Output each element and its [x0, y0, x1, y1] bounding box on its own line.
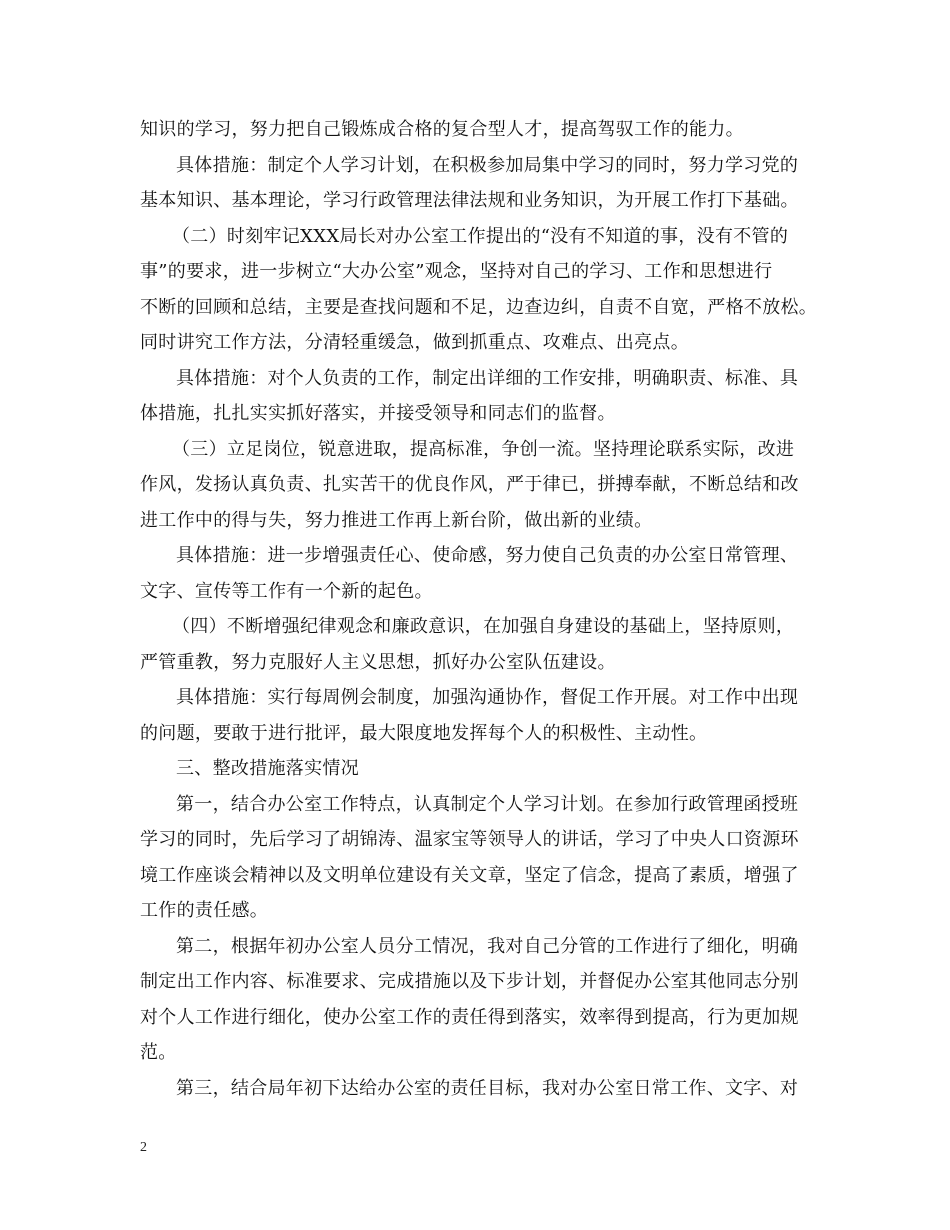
text-line: （三）立足岗位，锐意进取，提高标准，争创一流。坚持理论联系实际，改进	[172, 438, 795, 460]
text-line: 具体措施：进一步增强责任心、使命感，努力使自己负责的办公室日常管理、	[176, 545, 799, 566]
text-line: 学习的同时，先后学习了胡锦涛、温家宝等领导人的讲话，学习了中央人口资源环	[140, 829, 799, 850]
text-line: 事”的要求，进一步树立“大办公室”观念，坚持对自己的学习、工作和思想进行	[140, 261, 773, 282]
text-line: 作风，发扬认真负责、扎实苦干的优良作风，严于律已，拼搏奉献，不断总结和改	[140, 474, 799, 495]
text-line: 第三，结合局年初下达给办公室的责任目标，我对办公室日常工作、文字、对	[176, 1077, 799, 1099]
text-line: 的问题，要敢于进行批评，最大限度地发挥每个人的积极性、主动性。	[140, 722, 708, 744]
text-line: （二）时刻牢记XXX局长对办公室工作提出的“没有不知道的事，没有不管的	[172, 225, 789, 247]
text-line: 体措施，扎扎实实抓好落实，并接受领导和同志们的监督。	[140, 403, 616, 424]
text-line: （四）不断增强纪律观念和廉政意识，在加强自身建设的基础上，坚持原则，	[172, 616, 795, 637]
page-number: 2	[140, 1140, 147, 1155]
text-line: 第二，根据年初办公室人员分工情况，我对自己分管的工作进行了细化，明确	[176, 935, 799, 957]
text-line: 同时讲究工作方法，分清轻重缓急，做到抓重点、攻难点、出亮点。	[140, 332, 689, 353]
text-line: 文字、宣传等工作有一个新的起色。	[140, 580, 433, 602]
text-line: 具体措施：制定个人学习计划，在积极参加局集中学习的同时，努力学习党的	[176, 154, 799, 176]
text-line: 知识的学习，努力把自己锻炼成合格的复合型人才，提高驾驭工作的能力。	[140, 119, 744, 140]
document-body	[140, 112, 820, 1106]
text-line: 具体措施：实行每周例会制度，加强沟通协作，督促工作开展。对工作中出现	[176, 687, 799, 708]
text-line: 第一，结合办公室工作特点，认真制定个人学习计划。在参加行政管理函授班	[176, 793, 799, 815]
text-line: 基本知识、基本理论，学习行政管理法律法规和业务知识，为开展工作打下基础。	[140, 190, 799, 211]
text-line: 范。	[140, 1042, 177, 1063]
text-line: 对个人工作进行细化，使办公室工作的责任得到落实，效率得到提高，行为更加规	[140, 1006, 799, 1028]
text-line: 制定出工作内容、标准要求、完成措施以及下步计划，并督促办公室其他同志分别	[140, 971, 799, 992]
text-line: 具体措施：对个人负责的工作，制定出详细的工作安排，明确职责、标准、具	[176, 367, 799, 389]
text-line: 三、整改措施落实情况	[176, 758, 359, 779]
text-line: 不断的回顾和总结，主要是查找问题和不足，边查边纠，自责不自宽，严格不放松。	[140, 296, 818, 318]
text-line: 境工作座谈会精神以及文明单位建设有关文章，坚定了信念，提高了素质，增强了	[140, 864, 799, 886]
text-line: 工作的责任感。	[140, 900, 269, 921]
text-line: 严管重教，努力克服好人主义思想，抓好办公室队伍建设。	[140, 651, 616, 673]
text-line: 进工作中的得与失，努力推进工作再上新台阶，做出新的业绩。	[140, 509, 653, 531]
